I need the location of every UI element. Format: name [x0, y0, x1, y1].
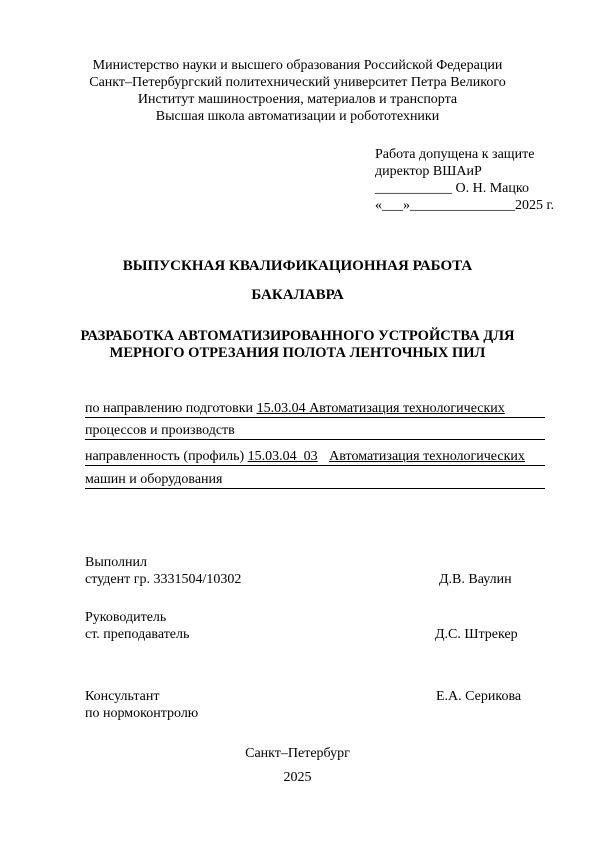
approval-admitted: Работа допущена к защите: [375, 147, 535, 162]
profile-continuation: [85, 471, 545, 489]
institute-line: Институт машиностроения, материалов и транспорта: [137, 92, 458, 107]
direction-value: 15.03.04 Автоматизация технологических: [256, 401, 505, 416]
direction-field: [85, 400, 545, 418]
supervisor-role: Руководитель: [85, 610, 167, 625]
author-name: Д.В. Ваулин: [439, 572, 512, 587]
consultant-role: Консультант: [85, 689, 160, 704]
work-title-line1: ВЫПУСКНАЯ КВАЛИФИКАЦИОННАЯ РАБОТА: [122, 258, 473, 274]
consultant-position: по нормоконтролю: [85, 706, 199, 721]
consultant-name: Е.А. Серикова: [436, 689, 522, 704]
approval-date: «___»_______________2025 г.: [375, 198, 555, 213]
direction-continuation: [85, 422, 545, 440]
work-title-line2: БАКАЛАВРА: [251, 287, 344, 303]
profile-cont-text: машин и оборудования: [85, 472, 223, 487]
supervisor-name: Д.С. Штрекер: [435, 627, 518, 642]
university-line: Санкт–Петербургский политехнический университет Петра Великого: [89, 75, 506, 90]
footer-city: Санкт–Петербург: [245, 746, 350, 761]
author-position: студент гр. 3331504/10302: [85, 572, 242, 587]
profile-label: направленность (профиль): [85, 449, 245, 464]
profile-code: 15.03.04_03: [247, 449, 318, 464]
profile-value: Автоматизация технологических: [329, 449, 525, 464]
approval-director-name: О. Н. Мацко: [455, 181, 529, 196]
footer-year: 2025: [283, 770, 312, 785]
approval-director: директор ВШАиР: [375, 164, 482, 179]
profile-field: [85, 448, 545, 466]
topic-line1: РАЗРАБОТКА АВТОМАТИЗИРОВАННОГО УСТРОЙСТВА ДЛЯ: [80, 328, 515, 344]
direction-label: по направлению подготовки: [85, 401, 254, 416]
school-line: Высшая школа автоматизации и робототехники: [155, 109, 440, 124]
approval-signature-line: [375, 180, 529, 197]
author-role: Выполнил: [85, 555, 148, 570]
topic-line2: МЕРНОГО ОТРЕЗАНИЯ ПОЛОТА ЛЕНТОЧНЫХ ПИЛ: [109, 345, 486, 361]
supervisor-position: ст. преподаватель: [85, 627, 190, 642]
approval-signature-blank: ___________: [375, 181, 452, 196]
ministry-line: Министерство науки и высшего образования Российской Федерации: [92, 58, 503, 73]
direction-cont-text: процессов и производств: [85, 423, 235, 438]
